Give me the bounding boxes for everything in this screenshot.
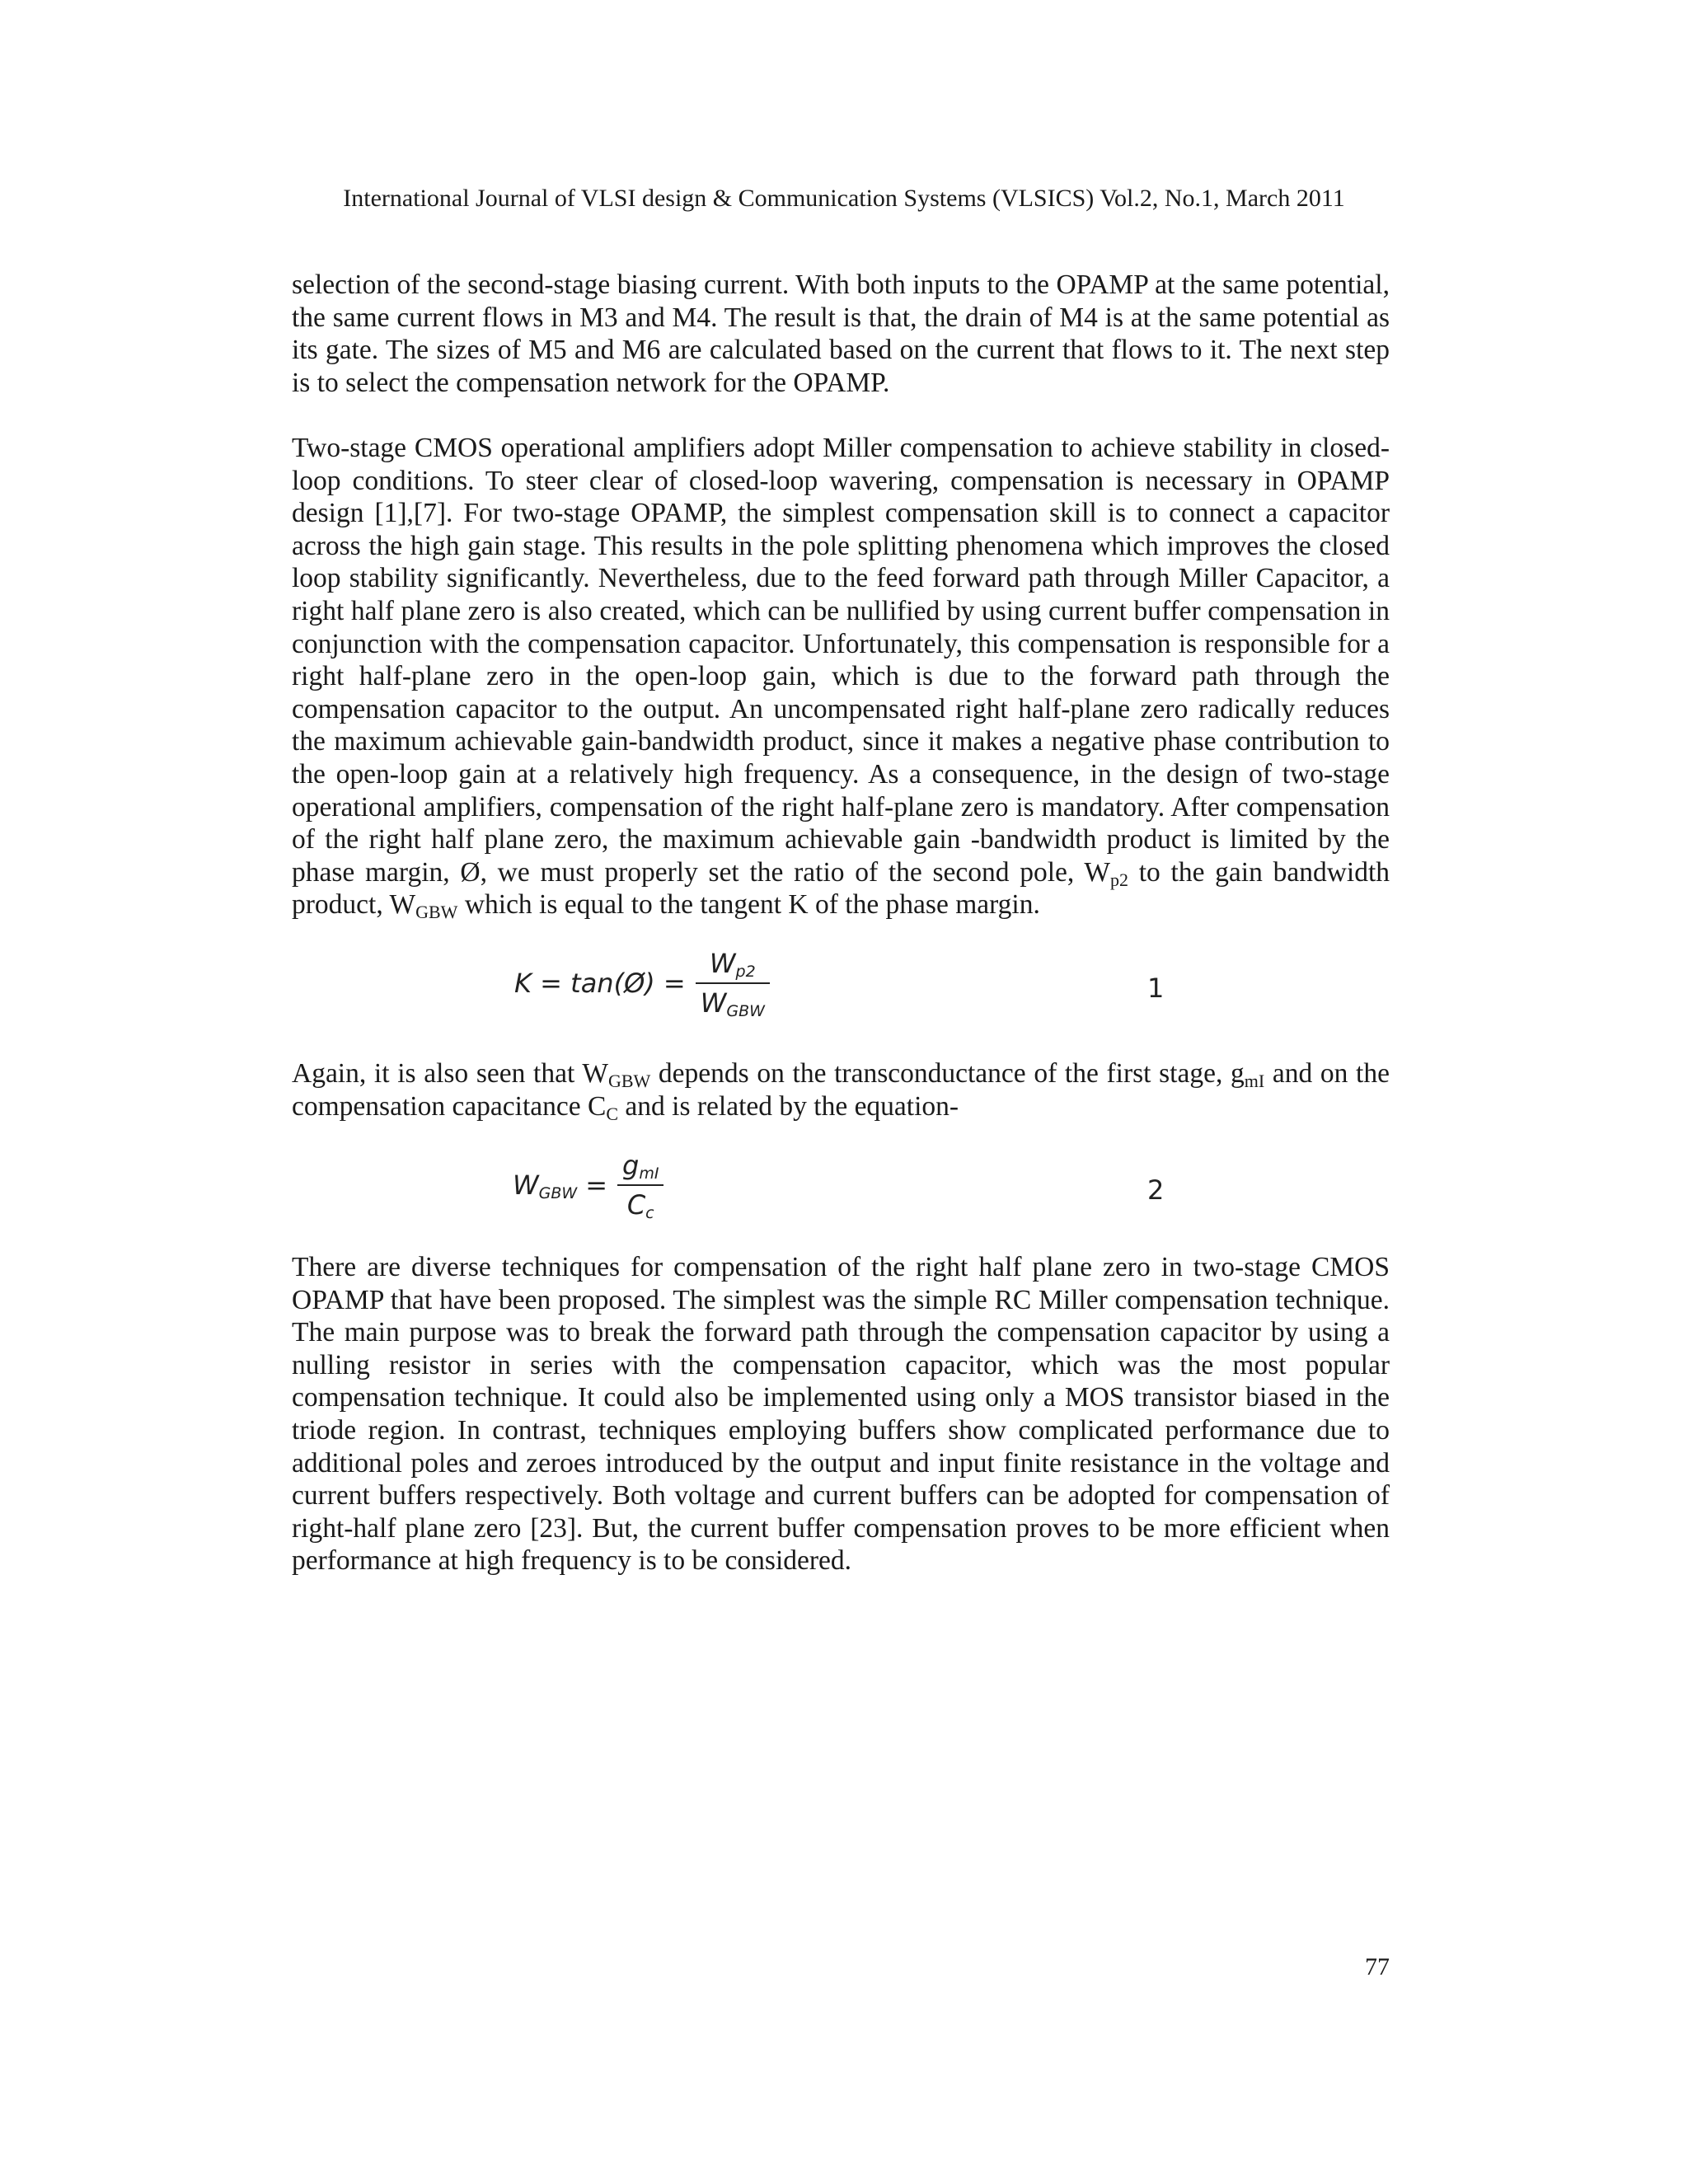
paragraph-2 xyxy=(292,432,1390,921)
equation-1-numerator xyxy=(705,948,761,982)
paragraph-3-subscript-mi: mI xyxy=(1244,1071,1265,1091)
equation-2-denominator-subscript: c xyxy=(645,1204,654,1222)
equation-1-number: 1 xyxy=(1147,972,1165,1004)
equation-1-numerator-subscript: p2 xyxy=(735,963,756,981)
equation-1-lhs: K = tan(Ø) = xyxy=(514,968,686,999)
equation-2-denominator-symbol: C xyxy=(626,1189,646,1221)
equation-1-denominator-symbol: W xyxy=(700,987,727,1019)
equation-2-fraction xyxy=(617,1150,663,1221)
equation-2 xyxy=(292,1150,1390,1236)
paragraph-2-part-c: which is equal to the tangent K of the phase margin. xyxy=(457,889,1040,921)
paragraph-3-text xyxy=(292,1057,1390,1122)
equation-1-expression xyxy=(514,948,770,1019)
paragraph-2-text xyxy=(292,432,1390,921)
paragraph-3-subscript-gbw: GBW xyxy=(607,1071,651,1091)
paragraph-4-text: There are diverse techniques for compensation of the right half plane zero in two-stage CMOS OPAMP that have been proposed. The simplest was the simple RC Miller compensation technique. The main purpose was to break the forward path through the compensation capacitor by using a nulling resistor in series with the compensation capacitor, which was the most popular compensation technique. It could also be implemented using only a MOS transistor biased in the triode region. In contrast, techniques employing buffers show complicated performance due to additional poles and zeroes introduced by the output and input finite resistance in the voltage and current buffers respectively. Both voltage and current buffers can be adopted for compensation of right-half plane zero [23]. But, the current buffer compensation proves to be more efficient when performance at high frequency is to be considered. xyxy=(292,1252,1390,1577)
equation-1-denominator-subscript: GBW xyxy=(726,1002,765,1020)
paragraph-3-part-d: and is related by the equation- xyxy=(618,1090,959,1122)
paragraph-2-part-a: Two-stage CMOS operational amplifiers adopt Miller compensation to achieve stability in closed-loop conditions. To steer clear of closed-loop wavering, compensation is necessary in OPAMP design [1],[7]. For two-stage OPAMP, the simplest compensation skill is to connect a capacitor across the high gain stage. This results in the pole splitting phenomena which improves the closed loop stability significantly. Nevertheless, due to the feed forward path through Miller Capacitor, a right half plane zero is also created, which can be nullified by using current buffer compensation in conjunction with the compensation capacitor. Unfortunately, this compensation is responsible for a right half-plane zero in the open-loop gain, which is due to the forward path through the compensation capacitor to the output. An uncompensated right half-plane zero radically reduces the maximum achievable gain-bandwidth product, since it makes a negative phase contribution to the open-loop gain at a relatively high frequency. As a consequence, in the design of two-stage operational amplifiers, compensation of the right half-plane zero is mandatory. After compensation of the right half plane zero, the maximum achievable gain -bandwidth product is limited by the phase margin, Ø, we must properly set the ratio of the second pole, W xyxy=(292,433,1390,888)
equation-2-denominator xyxy=(622,1186,659,1221)
equation-2-numerator xyxy=(617,1150,663,1184)
paragraph-2-subscript-p2: p2 xyxy=(1110,869,1129,890)
paragraph-2-subscript-gbw: GBW xyxy=(415,902,458,923)
paragraph-3 xyxy=(292,1057,1390,1122)
equation-2-numerator-subscript: mI xyxy=(639,1165,659,1183)
equation-1-fraction xyxy=(696,948,770,1019)
paragraph-3-part-c: and on the compensation capacitance C xyxy=(292,1058,1390,1122)
paragraph-2-part-b: to the gain bandwidth product, W xyxy=(292,856,1390,921)
running-header: International Journal of VLSI design & Communication Systems (VLSICS) Vol.2, No.1, March 2011 xyxy=(343,185,1345,212)
paragraph-4 xyxy=(292,1251,1390,1577)
paragraph-1-text: selection of the second-stage biasing current. With both inputs to the OPAMP at the same potential, the same current flows in M3 and M4. The result is that, the drain of M4 is at the same potential as its gate. The sizes of M5 and M6 are calculated based on the current that flows to it. The next step is to select the compensation network for the OPAMP. xyxy=(292,269,1390,398)
equation-2-number: 2 xyxy=(1147,1174,1165,1206)
equation-1-denominator xyxy=(696,984,770,1019)
equation-1 xyxy=(292,948,1390,1038)
equation-2-lhs xyxy=(513,1169,577,1201)
paragraph-3-subscript-c: C xyxy=(606,1103,619,1124)
paragraph-1 xyxy=(292,269,1390,399)
equation-2-lhs-subscript: GBW xyxy=(538,1184,578,1202)
paragraph-3-part-a: Again, it is also seen that W xyxy=(292,1058,608,1089)
equation-2-expression xyxy=(513,1150,663,1221)
paragraph-3-part-b: depends on the transconductance of the first stage, g xyxy=(650,1058,1245,1089)
equation-2-numerator-symbol: g xyxy=(622,1150,640,1181)
page-number: 77 xyxy=(1365,1953,1390,1980)
equation-2-lhs-symbol: W xyxy=(513,1169,539,1201)
equation-1-numerator-symbol: W xyxy=(709,948,736,979)
equation-2-equals: = xyxy=(585,1169,607,1201)
